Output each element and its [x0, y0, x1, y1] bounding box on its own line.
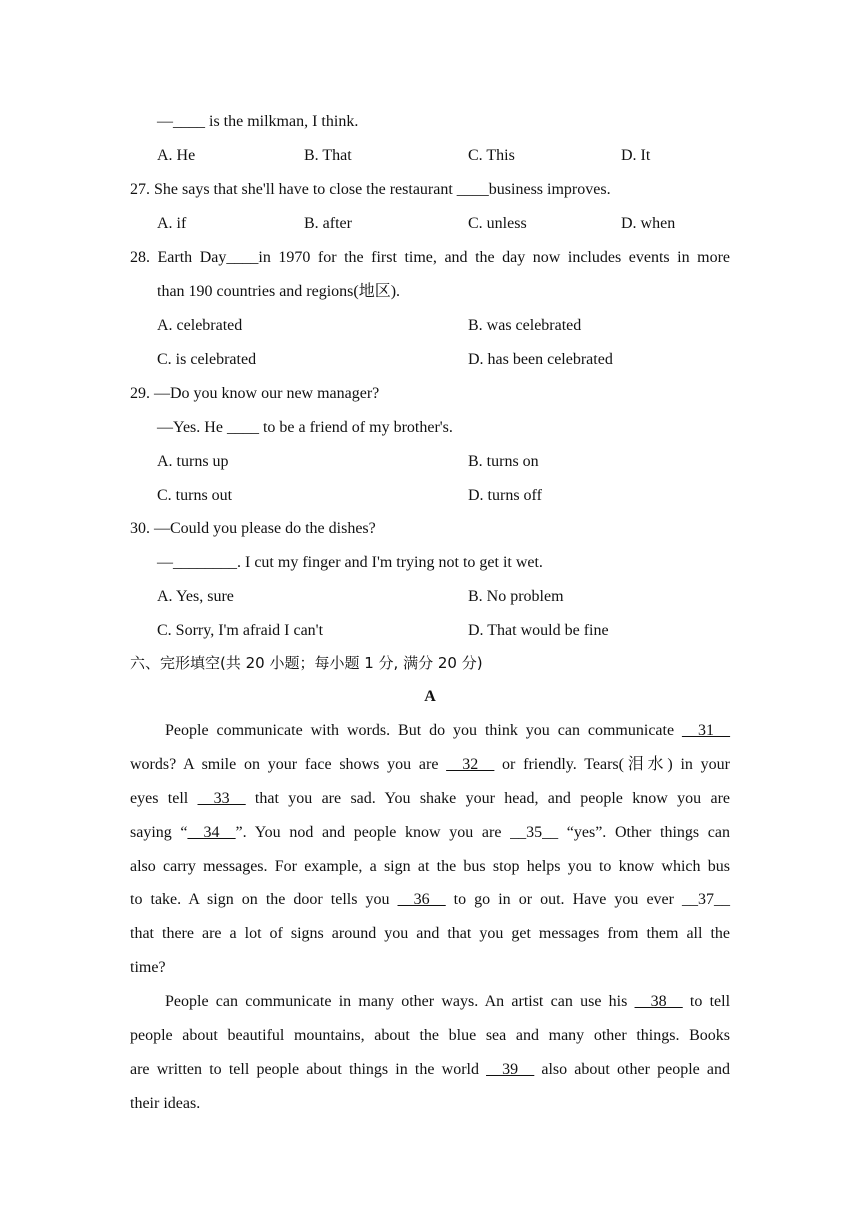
q27-option-c: C. unless	[468, 215, 527, 232]
q29-option-d: D. turns off	[468, 487, 542, 504]
q29-stem: 29. —Do you know our new manager?	[130, 385, 380, 402]
q27-option-b: B. after	[304, 215, 352, 232]
q29-option-b: B. turns on	[468, 453, 539, 470]
blank-31[interactable]: __31__	[682, 722, 730, 739]
q26-option-b: B. That	[304, 147, 352, 164]
q29-option-a: A. turns up	[157, 453, 229, 470]
q26-option-c: C. This	[468, 147, 515, 164]
para1-line3: eyes tell __33__ that you are sad. You shake your head, and people know you are	[130, 790, 731, 807]
q29-option-c: C. turns out	[157, 487, 233, 504]
para1-line8: time?	[130, 959, 166, 976]
blank-34[interactable]: __34__	[187, 824, 236, 841]
q26-option-d: D. It	[621, 147, 651, 164]
blank-33[interactable]: __33__	[197, 790, 246, 807]
q30-stem: 30. —Could you please do the dishes?	[130, 520, 376, 537]
para1-line5: also carry messages. For example, a sign at the bus stop helps you to know which bus	[130, 858, 730, 875]
section-heading: 六、完形填空(共 20 小题；每小题 1 分, 满分 20 分)	[130, 654, 483, 672]
q28-option-b: B. was celebrated	[468, 317, 582, 334]
para2-line2: people about beautiful mountains, about the blue sea and many other things. Books	[130, 1027, 730, 1044]
blank-32[interactable]: __32__	[446, 756, 495, 773]
q27-stem: 27. She says that she'll have to close the restaurant ____business improves.	[130, 181, 611, 198]
q27-option-d: D. when	[621, 215, 676, 232]
para2-line4: their ideas.	[130, 1095, 201, 1112]
q30-option-a: A. Yes, sure	[157, 588, 234, 605]
para2-line3: are written to tell people about things in the world __39__ also about other people and	[130, 1061, 731, 1078]
para1-line6: to take. A sign on the door tells you __36__ to go in or out. Have you ever __37__	[130, 891, 731, 908]
q28-option-c: C. is celebrated	[157, 351, 257, 368]
q30-option-d: D. That would be fine	[468, 622, 609, 639]
para1-line7: that there are a lot of signs around you and that you get messages from them all the	[130, 925, 730, 942]
q30-option-c: C. Sorry, I'm afraid I can't	[157, 622, 324, 639]
q27-option-a: A. if	[157, 215, 187, 232]
q26-reply-line: —____ is the milkman, I think.	[157, 113, 359, 130]
q29-reply: —Yes. He ____ to be a friend of my brother's.	[157, 419, 453, 436]
blank-36[interactable]: __36__	[397, 891, 446, 908]
para2-line1: People can communicate in many other ways. An artist can use his __38__ to tell	[165, 993, 731, 1010]
q28-stem-line1: 28. Earth Day____in 1970 for the first time, and the day now includes events in more	[130, 249, 730, 266]
q26-option-a: A. He	[157, 147, 196, 164]
q30-option-b: B. No problem	[468, 588, 564, 605]
q28-stem-line2: than 190 countries and regions(地区).	[157, 283, 401, 300]
blank-38[interactable]: __38__	[634, 993, 683, 1010]
q28-option-d: D. has been celebrated	[468, 351, 613, 368]
para1-line4: saying “__34__”. You nod and people know you are __35__ “yes”. Other things can	[130, 824, 731, 841]
passage-label: A	[424, 688, 436, 705]
q30-reply: —________. I cut my finger and I'm trying not to get it wet.	[157, 554, 543, 571]
para1-line1: People communicate with words. But do you think you can communicate __31__	[165, 722, 730, 739]
q28-option-a: A. celebrated	[157, 317, 243, 334]
para1-line2: words? A smile on your face shows you are __32__ or friendly. Tears(泪水) in your	[130, 756, 731, 773]
blank-39[interactable]: __39__	[486, 1061, 535, 1078]
